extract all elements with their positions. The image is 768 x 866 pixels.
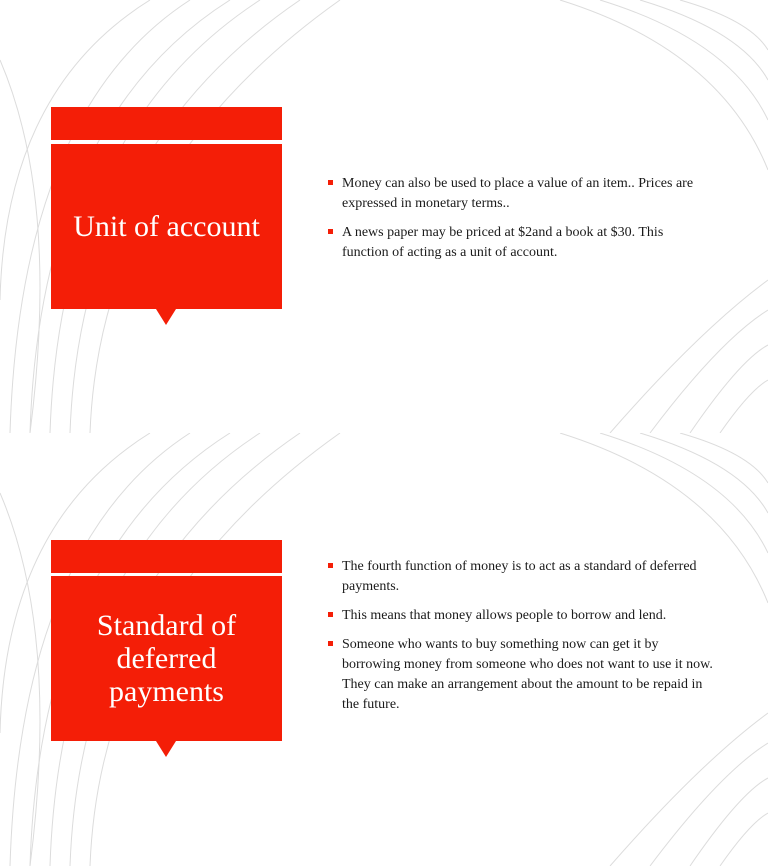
bullet-square-icon [328,612,333,617]
bullet-item [328,223,713,263]
slide-standard-of-deferred-payments [0,433,768,866]
bullet-text: A news paper may be priced at $2and a book at $30. This function of acting as a unit of account. [342,225,664,260]
bullet-item [328,174,713,214]
bullet-text: Someone who wants to buy something now can get it by borrowing money from someone who does not want to use it now. They can make an arrangement about the amount to be repaid in the future. [342,637,713,712]
bullet-list [328,174,713,272]
bullet-list [328,557,713,724]
slide-title: Unit of account [73,210,260,243]
title-box-pointer [156,741,176,757]
bullet-text: This means that money allows people to borrow and lend. [342,608,667,623]
title-box [51,144,282,309]
bullet-text: Money can also be used to place a value of an item.. Prices are expressed in monetary terms.. [342,176,694,211]
bullet-square-icon [328,229,333,234]
title-accent-bar [51,540,282,573]
bullet-text: The fourth function of money is to act as a standard of deferred payments. [342,559,697,594]
slide-title: Standard of deferred payments [96,609,237,708]
title-box [51,576,282,741]
title-box-pointer [156,309,176,325]
bullet-square-icon [328,641,333,646]
bullet-item [328,557,713,597]
bullet-item [328,606,713,626]
title-accent-bar [51,107,282,140]
bullet-square-icon [328,180,333,185]
bullet-item [328,635,713,715]
bullet-square-icon [328,563,333,568]
